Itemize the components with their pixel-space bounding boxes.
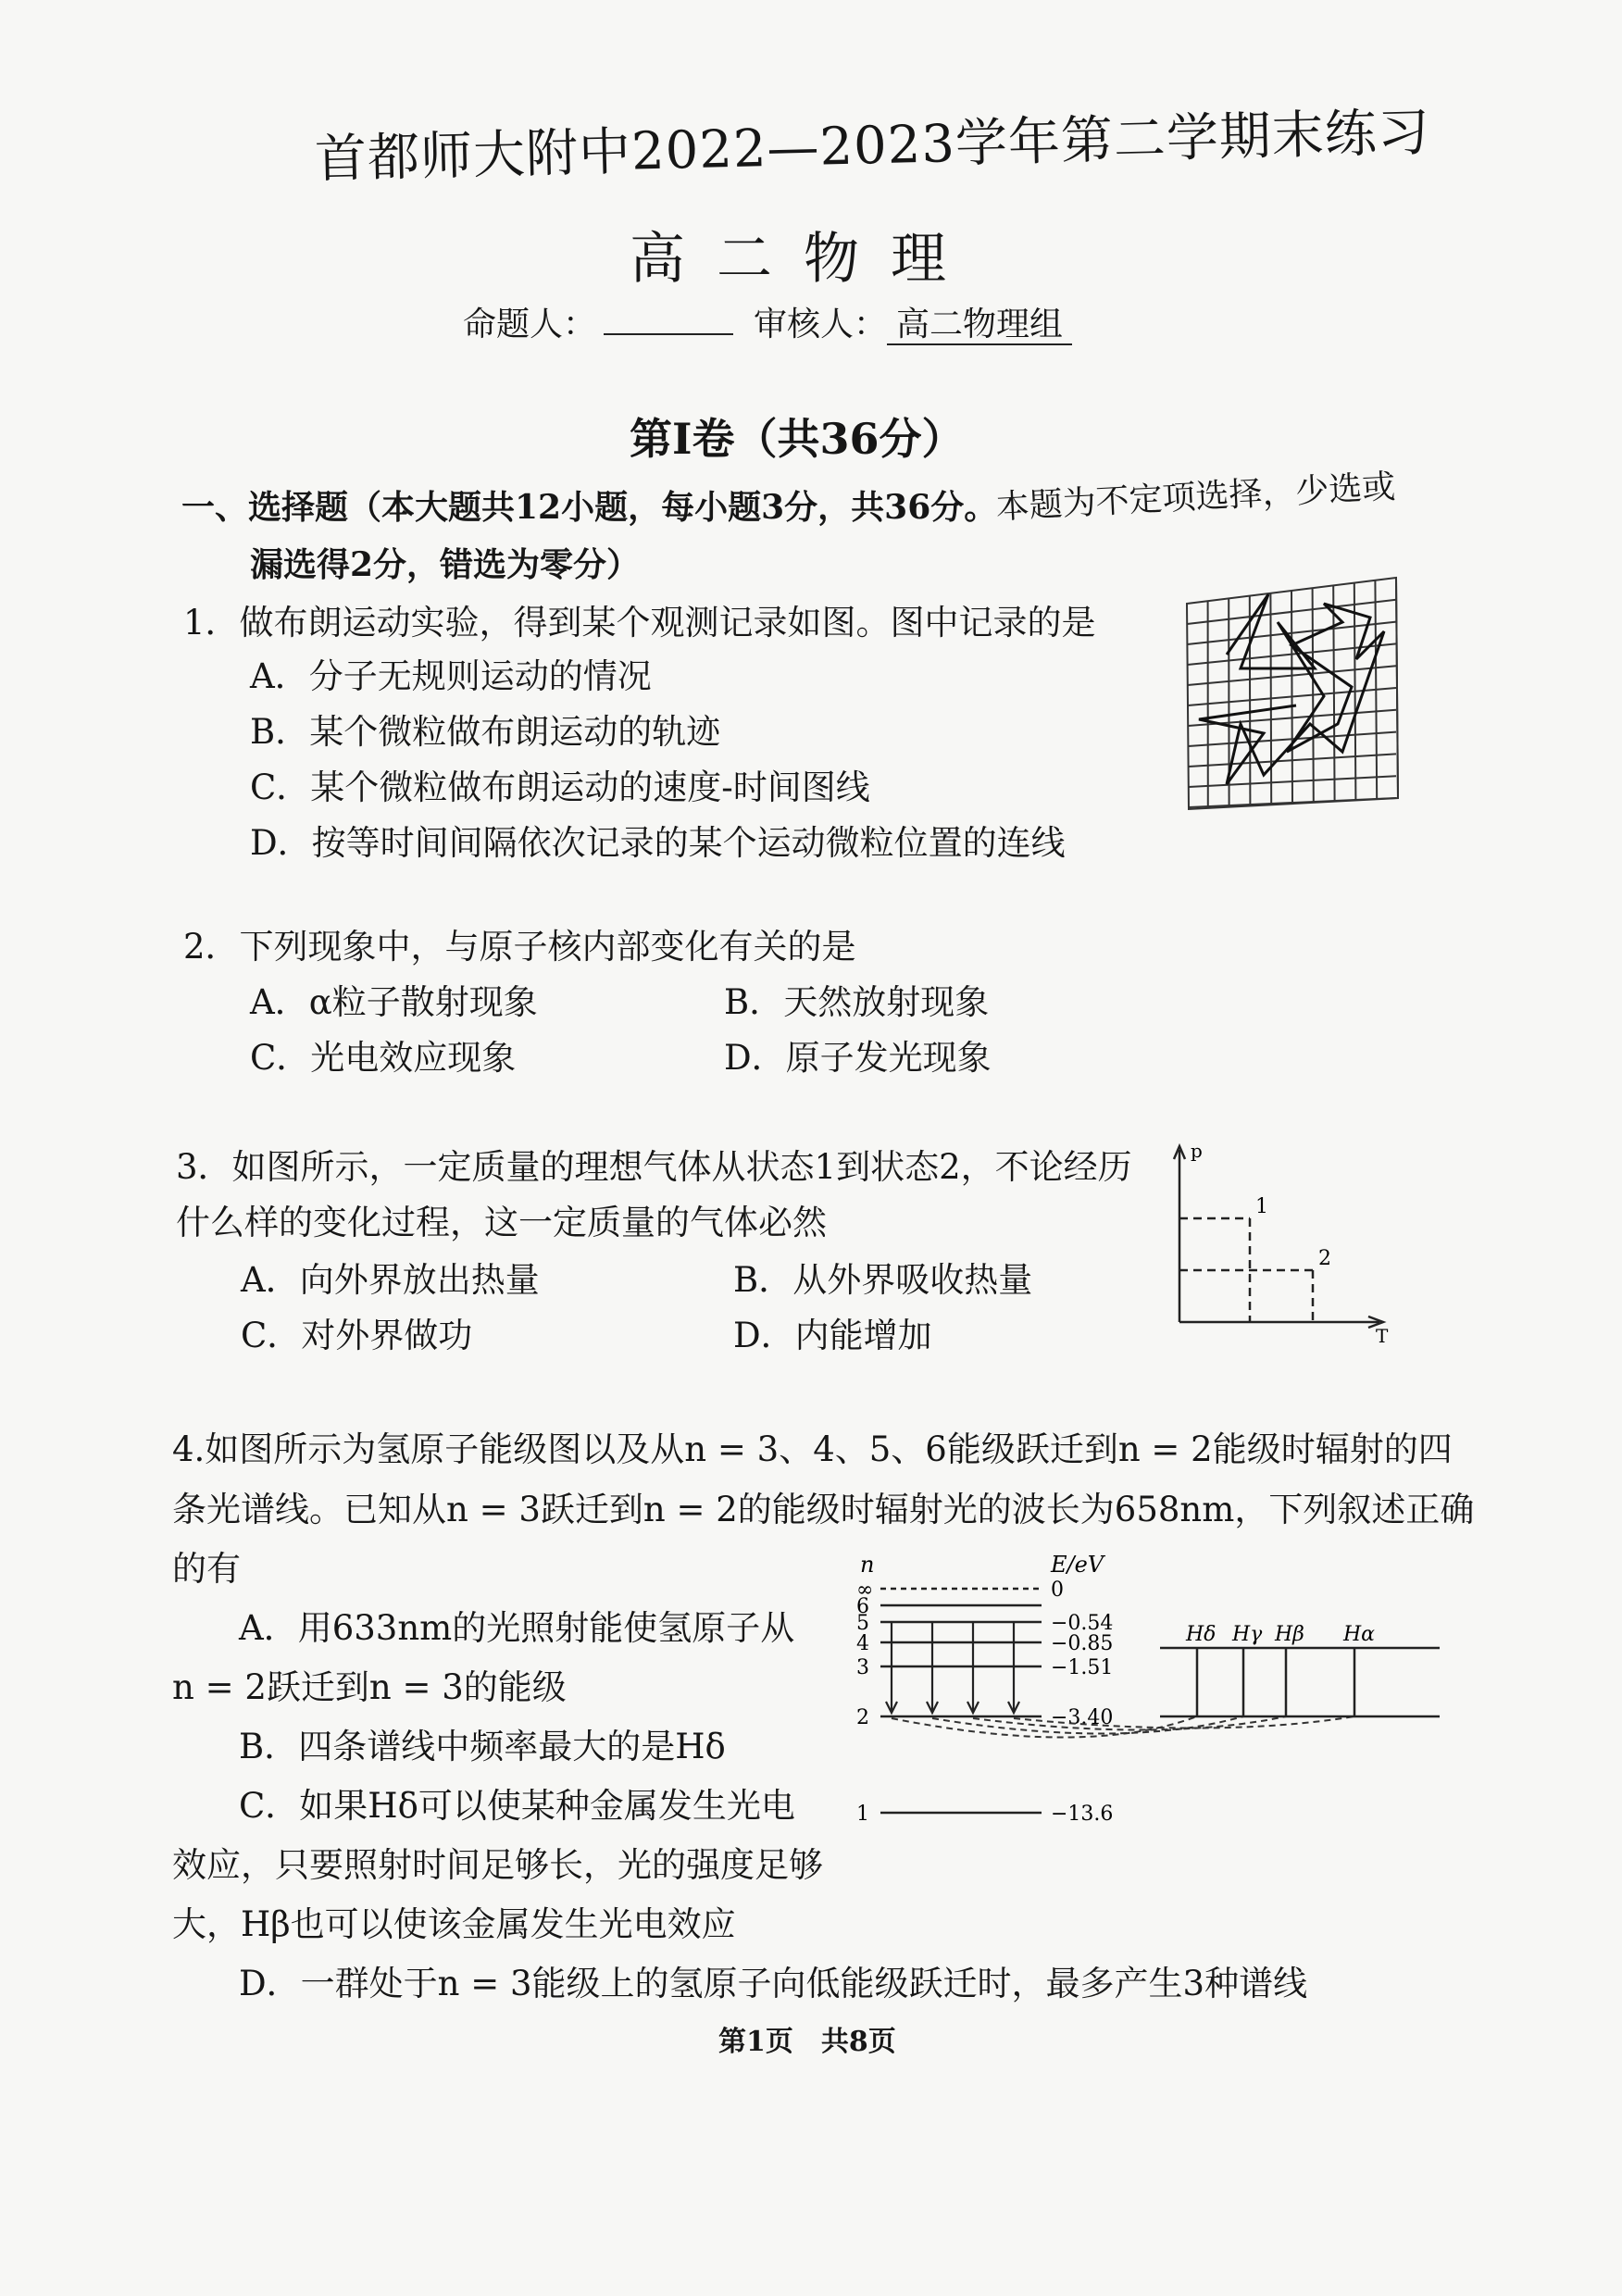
q4-stem-line2: 条光谱线。已知从n = 3跃迁到n = 2的能级时辐射光的波长为658nm，下列叙述正确 <box>172 1490 1475 1529</box>
part-title: 第I卷（共36分） <box>630 414 965 464</box>
reviewer-label: 审核人： <box>754 306 888 343</box>
energy-level-value-label: −3.40 <box>1051 1706 1114 1729</box>
q2-stem: 2．下列现象中，与原子核内部变化有关的是 <box>183 927 856 967</box>
energy-level-value-label: −13.6 <box>1051 1803 1114 1826</box>
p-axis-label: p <box>1191 1140 1203 1162</box>
energy-level-n-label: 2 <box>856 1706 869 1729</box>
q3-option-d: D．内能增加 <box>733 1316 932 1355</box>
energy-level-n-label: 3 <box>856 1656 869 1679</box>
spectral-line-h-delta-label: Hδ <box>1186 1623 1216 1646</box>
n-axis-label: n <box>860 1552 875 1578</box>
state-2-label: 2 <box>1318 1247 1331 1270</box>
section-heading-line2: 漏选得2分，错选为零分） <box>250 545 641 584</box>
reviewer-name: 高二物理组 <box>887 306 1072 345</box>
energy-level-n-label: 5 <box>856 1612 869 1635</box>
q4-option-d: D．一群处于n = 3能级上的氢原子向低能级跃迁时，最多产生3种谱线 <box>239 1964 1308 2003</box>
q3-option-c: C．对外界做功 <box>241 1316 473 1355</box>
energy-axis-label: E/eV <box>1051 1552 1104 1578</box>
q2-option-a: A．α粒子散射现象 <box>250 982 538 1022</box>
brownian-motion-figure <box>1176 567 1407 817</box>
q4-option-c-line2: 效应，只要照射时间足够长，光的强度足够 <box>172 1845 823 1885</box>
energy-level-value-label: −0.54 <box>1051 1612 1114 1635</box>
energy-level-n-label: 4 <box>856 1632 869 1655</box>
spectral-line-h-beta-label: Hβ <box>1275 1623 1304 1646</box>
q3-option-b: B．从外界吸收热量 <box>733 1260 1033 1300</box>
q1-option-c: C．某个微粒做布朗运动的速度-时间图线 <box>250 767 870 807</box>
q1-option-d: D．按等时间间隔依次记录的某个运动微粒位置的连线 <box>250 823 1066 863</box>
q4-stem-line3: 的有 <box>172 1549 241 1589</box>
q1-stem: 1．做布朗运动实验，得到某个观测记录如图。图中记录的是 <box>183 603 1096 643</box>
energy-level-value-label: −0.85 <box>1051 1632 1114 1655</box>
q3-stem-line1: 3．如图所示，一定质量的理想气体从状态1到状态2，不论经历 <box>176 1147 1132 1187</box>
q4-option-a-line2: n = 2跃迁到n = 3的能级 <box>172 1667 567 1707</box>
q1-option-b: B．某个微粒做布朗运动的轨迹 <box>250 712 721 752</box>
setter-label: 命题人： <box>463 306 597 343</box>
setter-reviewer-line <box>463 298 1072 345</box>
section-heading-printed: 一、选择题（本大题共12小题，每小题3分，共36分。 <box>181 488 998 527</box>
q4-option-c-line3: 大，Hβ也可以使该金属发生光电效应 <box>172 1904 736 1944</box>
energy-level-value-label: 0 <box>1051 1578 1064 1602</box>
q4-option-c-line1: C．如果Hδ可以使某种金属发生光电 <box>239 1786 795 1826</box>
energy-level-n-label: 6 <box>856 1595 869 1618</box>
energy-level-n-label: 1 <box>856 1803 869 1826</box>
hydrogen-energy-level-diagram <box>847 1544 1449 1831</box>
q2-option-b: B．天然放射现象 <box>724 982 990 1022</box>
q4-option-b: B．四条谱线中频率最大的是Hδ <box>239 1727 726 1766</box>
q2-option-d: D．原子发光现象 <box>724 1038 992 1078</box>
section-heading-handwritten: 本题为不定项选择，少选或 <box>994 468 1397 528</box>
q2-option-c: C．光电效应现象 <box>250 1038 517 1078</box>
state-1-label: 1 <box>1255 1195 1268 1218</box>
spectral-line-h-gamma-label: Hγ <box>1232 1623 1263 1646</box>
q1-option-a: A．分子无规则运动的情况 <box>250 656 652 696</box>
q4-option-a-line1: A．用633nm的光照射能使氢原子从 <box>239 1608 795 1648</box>
spectral-line-h-alpha-label: Hα <box>1343 1623 1376 1646</box>
pt-diagram-figure <box>1157 1137 1398 1350</box>
energy-level-value-label: −1.51 <box>1051 1656 1114 1679</box>
exam-title: 首都师大附中2022—2023学年第二学期末练习 <box>314 102 1431 190</box>
q3-stem-line2: 什么样的变化过程，这一定质量的气体必然 <box>176 1203 827 1242</box>
setter-blank <box>604 307 733 335</box>
page-number: 第1页 共8页 <box>718 2026 896 2058</box>
section-heading <box>181 468 1397 529</box>
q3-option-a: A．向外界放出热量 <box>241 1260 540 1300</box>
t-axis-label: T <box>1376 1325 1389 1347</box>
q4-stem-line1: 4.如图所示为氢原子能级图以及从n = 3、4、5、6能级跃迁到n = 2能级时辐射的四 <box>172 1429 1453 1469</box>
subject-title: 高二物理 <box>630 227 978 292</box>
energy-level-n-label: ∞ <box>856 1578 874 1602</box>
